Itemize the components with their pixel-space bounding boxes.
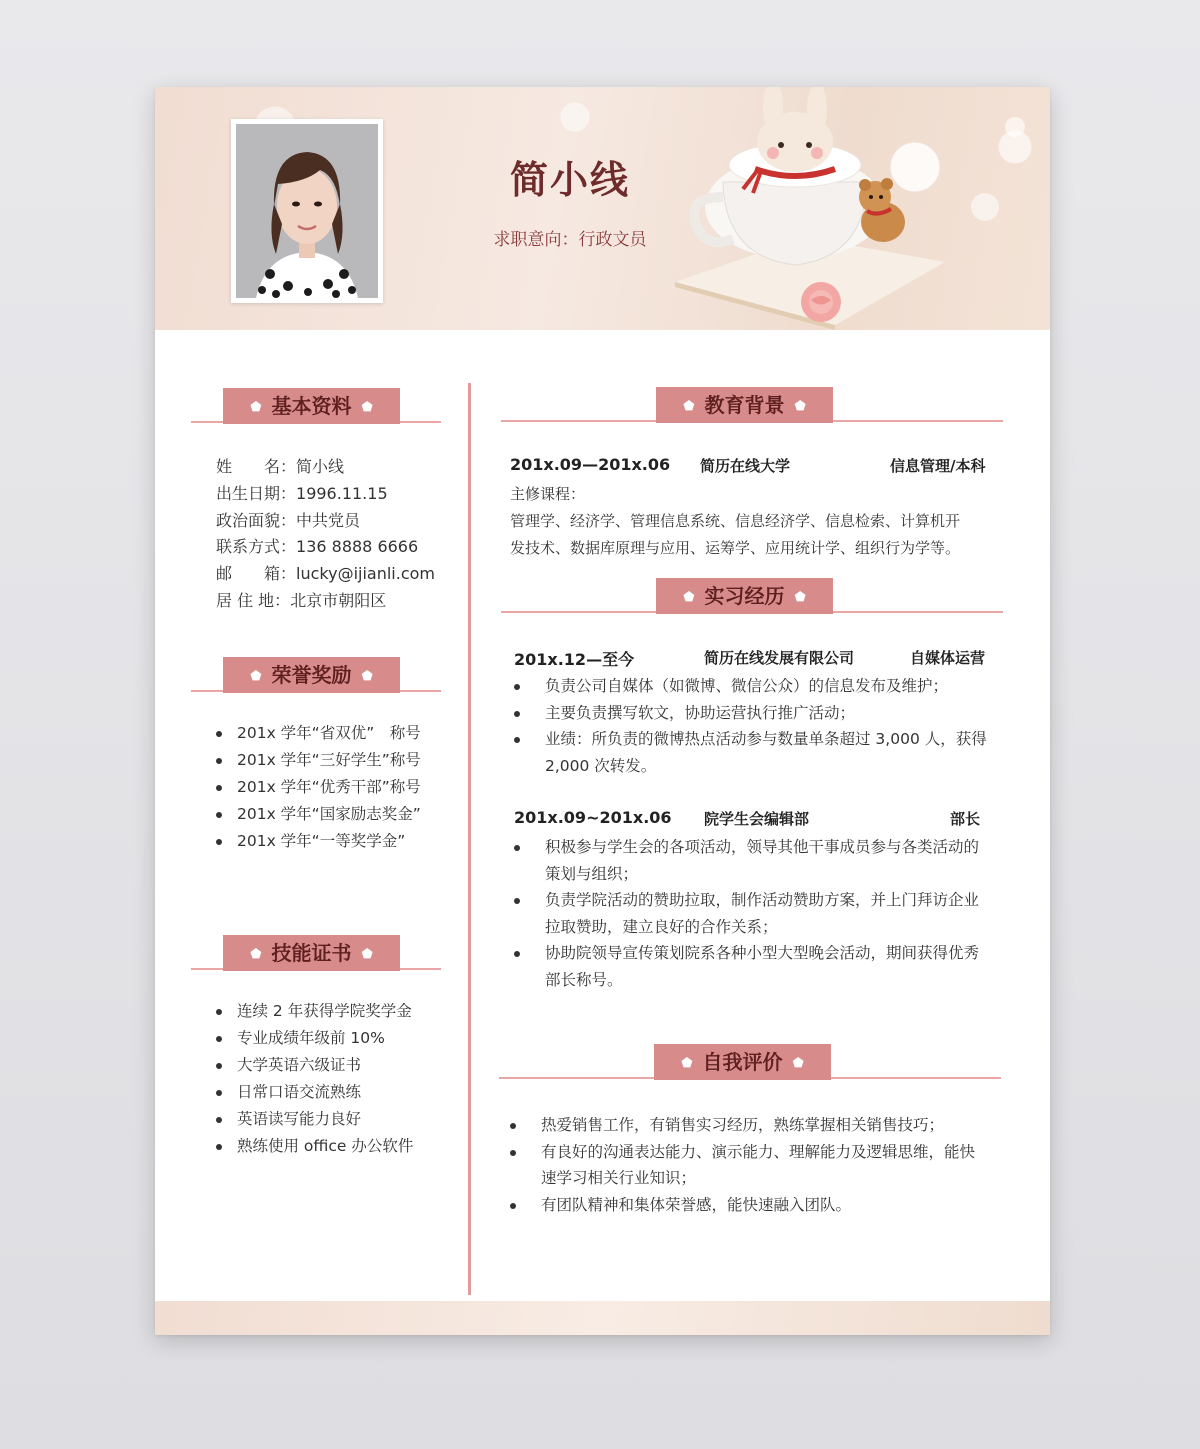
- resume-page: [155, 87, 1050, 1335]
- info-row-phone: 联系方式：136 8888 6666: [216, 537, 419, 556]
- section-title-honors: 荣誉奖励: [271, 663, 352, 687]
- section-header-education: [501, 387, 1003, 427]
- header-banner: [155, 87, 1050, 330]
- list-item: 专业成绩年级前 10%: [216, 1025, 413, 1052]
- pentagon-icon: ⬟: [683, 398, 695, 414]
- section-tab-honors: [223, 657, 400, 693]
- candidate-name: 简小线: [509, 158, 630, 202]
- section-tab-basic: [223, 388, 400, 424]
- list-item: 协助院领导宣传策划院系各种小型大型晚会活动，期间获得优秀 部长称号。: [514, 940, 994, 993]
- intern2-role: 部长: [950, 810, 981, 828]
- section-header-internship: [501, 578, 1003, 618]
- job-intent-label: 求职意向：: [493, 230, 579, 250]
- list-item: 主要负责撰写软文，协助运营执行推广活动；: [514, 700, 994, 727]
- list-item: 负责学院活动的赞助拉取，制作活动赞助方案，并上门拜访企业 拉取赞助，建立良好的合作关系；: [514, 887, 994, 940]
- section-title-basic: 基本资料: [271, 394, 352, 418]
- info-row-email: 邮 箱：lucky@ijianli.com: [216, 564, 435, 583]
- profile-photo: [231, 119, 383, 303]
- list-item: 负责公司自媒体（如微博、微信公众）的信息发布及维护；: [514, 673, 994, 700]
- pentagon-icon: ⬟: [361, 399, 373, 415]
- section-tab-internship: [656, 578, 833, 614]
- pentagon-icon: ⬟: [792, 1055, 804, 1071]
- list-item: 201x 学年“省双优” 称号: [216, 720, 421, 747]
- pentagon-icon: ⬟: [250, 668, 262, 684]
- section-title-skills: 技能证书: [271, 941, 352, 965]
- list-item: 有团队精神和集体荣誉感，能快速融入团队。: [510, 1192, 995, 1219]
- edu-courses-label: 主修课程：: [510, 485, 586, 503]
- list-item: 大学英语六级证书: [216, 1052, 413, 1079]
- section-title-internship: 实习经历: [704, 584, 785, 608]
- edu-courses-line: 发技术、数据库原理与应用、运筹学、应用统计学、组织行为学等。: [510, 539, 961, 557]
- skills-list: [216, 998, 413, 1160]
- intern2-org: 院学生会编辑部: [704, 810, 810, 828]
- intern1-list: [514, 673, 994, 779]
- honors-list: [216, 720, 421, 855]
- info-row-address: 居 住 地：北京市朝阳区: [216, 591, 387, 610]
- edu-school: 简历在线大学: [700, 457, 791, 475]
- section-header-basic: [191, 388, 441, 428]
- pentagon-icon: ⬟: [361, 946, 373, 962]
- list-item: 201x 学年“优秀干部”称号: [216, 774, 421, 801]
- list-item: 有良好的沟通表达能力、演示能力、理解能力及逻辑思维，能快 速学习相关行业知识；: [510, 1139, 995, 1192]
- info-row-name: 姓 名：简小线: [216, 457, 345, 476]
- edu-period: 201x.09—201x.06: [510, 455, 671, 474]
- section-header-self: [499, 1044, 1001, 1084]
- edu-courses-line: 管理学、经济学、管理信息系统、信息经济学、信息检索、计算机开: [510, 512, 961, 530]
- section-title-self: 自我评价: [702, 1050, 783, 1074]
- intern1-period: 201x.12—至今: [514, 650, 635, 669]
- section-tab-education: [656, 387, 833, 423]
- list-item: 201x 学年“国家励志奖金”: [216, 801, 421, 828]
- pentagon-icon: ⬟: [683, 589, 695, 605]
- section-tab-skills: [223, 935, 400, 971]
- list-item: 英语读写能力良好: [216, 1106, 413, 1133]
- teacup-bunny-illustration: [645, 87, 1050, 330]
- job-intent-value: 行政文员: [578, 230, 647, 250]
- list-item: 热爱销售工作，有销售实习经历，熟练掌握相关销售技巧；: [510, 1112, 995, 1139]
- list-item: 日常口语交流熟练: [216, 1079, 413, 1106]
- list-item: 业绩：所负责的微博热点活动参与数量单条超过 3,000 人，获得 2,000 次转发。: [514, 726, 994, 779]
- list-item: 熟练使用 office 办公软件: [216, 1133, 413, 1160]
- intern1-role: 自媒体运营: [910, 649, 986, 667]
- intern2-list: [514, 834, 994, 993]
- section-header-skills: [191, 935, 441, 975]
- footer-band: [155, 1301, 1050, 1335]
- list-item: 连续 2 年获得学院奖学金: [216, 998, 413, 1025]
- pentagon-icon: ⬟: [794, 398, 806, 414]
- column-divider: [468, 383, 471, 1295]
- intern2-period: 201x.09~201x.06: [514, 808, 672, 827]
- self-eval-list: [510, 1112, 995, 1218]
- section-tab-self: [654, 1044, 831, 1080]
- pentagon-icon: ⬟: [250, 399, 262, 415]
- intern1-org: 简历在线发展有限公司: [704, 649, 855, 667]
- edu-major: 信息管理/本科: [890, 457, 986, 475]
- section-header-honors: [191, 657, 441, 697]
- pentagon-icon: ⬟: [361, 668, 373, 684]
- list-item: 积极参与学生会的各项活动，领导其他干事成员参与各类活动的 策划与组织；: [514, 834, 994, 887]
- list-item: 201x 学年“一等奖学金”: [216, 828, 421, 855]
- pentagon-icon: ⬟: [250, 946, 262, 962]
- pentagon-icon: ⬟: [681, 1055, 693, 1071]
- info-row-birth: 出生日期：1996.11.15: [216, 484, 388, 503]
- pentagon-icon: ⬟: [794, 589, 806, 605]
- info-row-politics: 政治面貌：中共党员: [216, 511, 361, 530]
- list-item: 201x 学年“三好学生”称号: [216, 747, 421, 774]
- section-title-education: 教育背景: [704, 393, 785, 417]
